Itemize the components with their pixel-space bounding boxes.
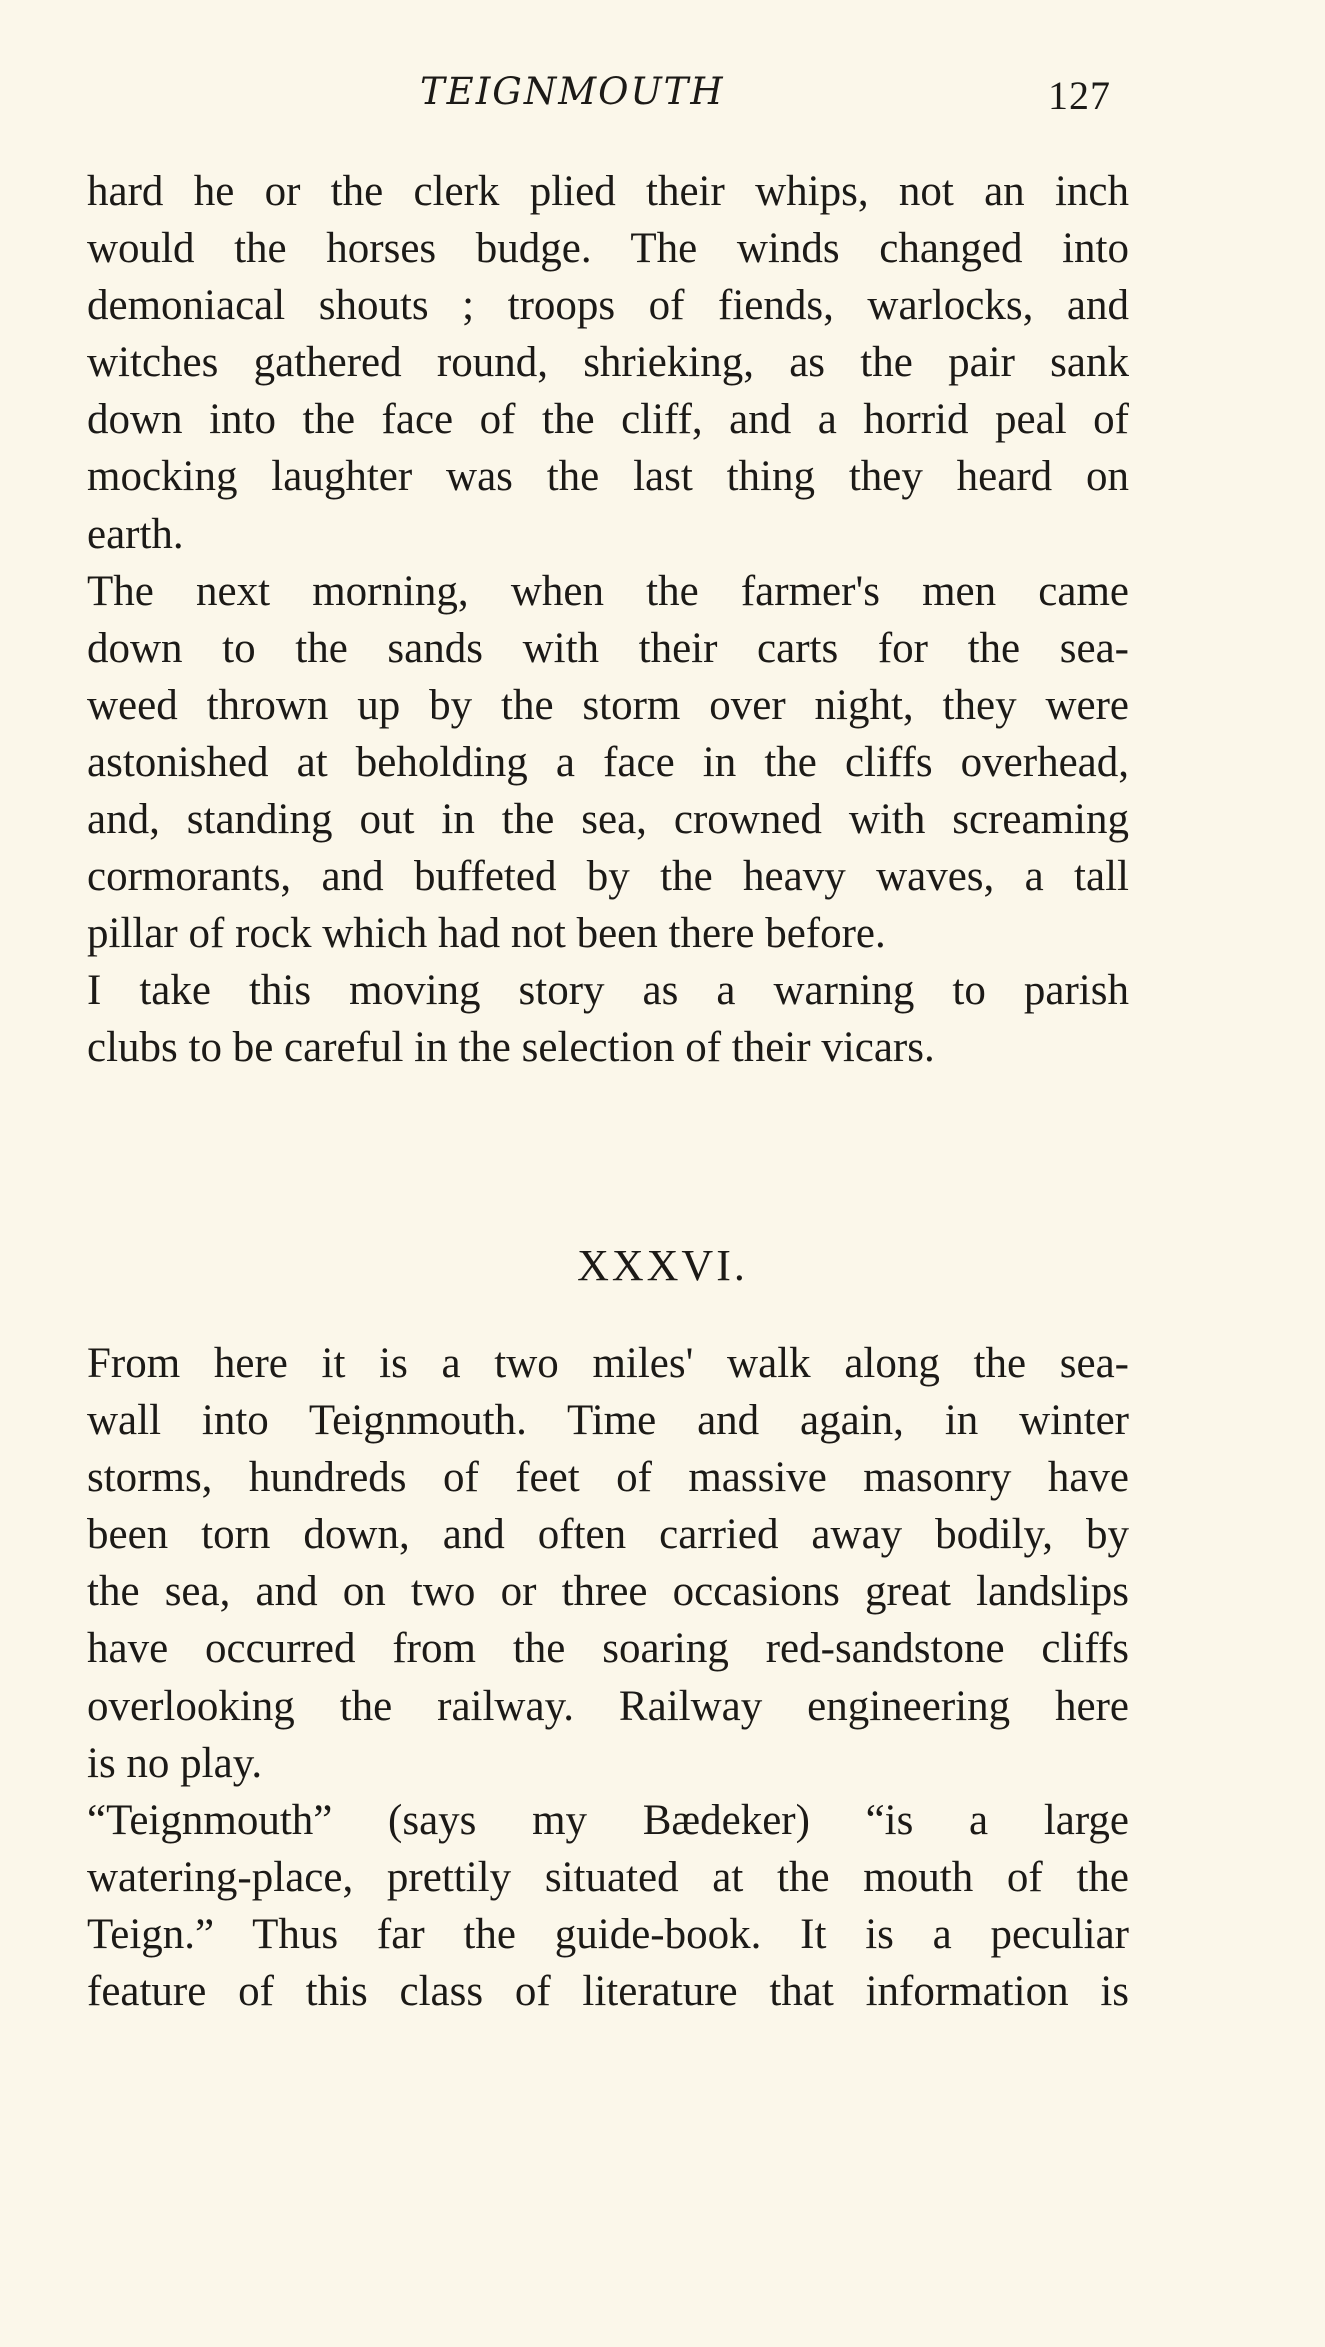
text-line: clubs to be careful in the selection of their vicars. xyxy=(87,1024,935,1072)
text-line: down to the sands with their carts for the sea- xyxy=(87,624,1129,672)
text-line: been torn down, and often carried away bodily, by xyxy=(87,1511,1129,1559)
text-line: The next morning, when the farmer's men came xyxy=(87,567,1129,615)
text-line: Teign.” Thus far the guide-book. It is a peculiar xyxy=(87,1910,1129,1958)
text-line: witches gathered round, shrieking, as the pair sank xyxy=(87,339,1129,387)
text-line: the sea, and on two or three occasions great landslips xyxy=(87,1568,1129,1616)
paragraph xyxy=(87,1792,1129,2020)
text-line: demoniacal shouts ; troops of fiends, warlocks, and xyxy=(87,282,1129,330)
text-line: storms, hundreds of feet of massive masonry have xyxy=(87,1454,1129,1502)
text-line: have occurred from the soaring red-sandstone cliffs xyxy=(87,1625,1129,1673)
text-line: “Teignmouth” (says my Bædeker) “is a large xyxy=(87,1796,1129,1844)
text-line: feature of this class of literature that information is xyxy=(87,1968,1129,2016)
text-block-upper xyxy=(87,163,1129,1077)
text-line: earth. xyxy=(87,510,184,558)
text-line: hard he or the clerk plied their whips, not an inch xyxy=(87,168,1129,215)
text-line: and, standing out in the sea, crowned with screaming xyxy=(87,796,1129,844)
section-heading: XXXVI. xyxy=(577,1241,748,1290)
text-line: down into the face of the cliff, and a horrid peal of xyxy=(87,396,1129,444)
text-line: wall into Teignmouth. Time and again, in winter xyxy=(87,1397,1129,1445)
text-line: watering-place, prettily situated at the mouth of the xyxy=(87,1853,1129,1901)
text-line: weed thrown up by the storm over night, they were xyxy=(87,681,1129,729)
text-line: cormorants, and buffeted by the heavy waves, a tall xyxy=(87,853,1129,901)
page-number: 127 xyxy=(1048,73,1111,118)
text-line: overlooking the railway. Railway engineering here xyxy=(87,1682,1129,1730)
paragraph xyxy=(87,1335,1129,1792)
text-line: astonished at beholding a face in the cliffs overhead, xyxy=(87,738,1129,786)
text-line: would the horses budge. The winds changed into xyxy=(87,225,1129,273)
paragraph xyxy=(87,163,1129,563)
running-title: TEIGNMOUTH xyxy=(420,70,725,113)
paragraph xyxy=(87,962,1129,1076)
text-line: is no play. xyxy=(87,1739,263,1787)
text-block-lower xyxy=(87,1335,1129,2020)
text-line: mocking laughter was the last thing they heard on xyxy=(87,453,1129,501)
text-line: pillar of rock which had not been there before. xyxy=(87,910,886,958)
text-line: I take this moving story as a warning to parish xyxy=(87,967,1129,1015)
text-line: From here it is a two miles' walk along the sea- xyxy=(87,1340,1129,1387)
paragraph xyxy=(87,563,1129,963)
